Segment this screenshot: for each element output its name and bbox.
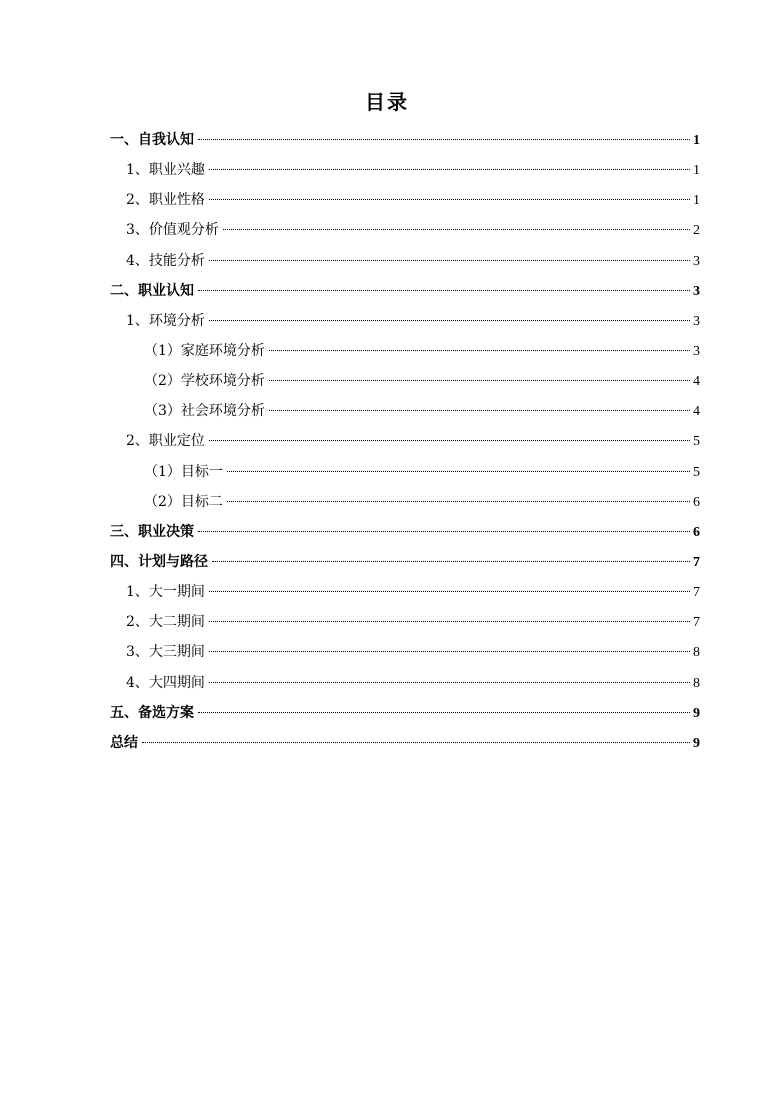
toc-entry-label: 三、职业决策 — [110, 523, 194, 540]
toc-dot-leader — [269, 380, 690, 381]
toc-entry[interactable] — [110, 577, 700, 607]
toc-dot-leader — [209, 260, 690, 261]
toc-page-number: 1 — [693, 163, 700, 179]
toc-entry[interactable] — [110, 246, 700, 276]
toc-entry-label: 一、自我认知 — [110, 132, 194, 148]
toc-dot-leader — [198, 290, 690, 291]
toc-entry[interactable] — [110, 336, 700, 366]
toc-entry-label: 3、大三期间 — [126, 644, 205, 661]
toc-entry-label: 1、大一期间 — [126, 584, 205, 601]
toc-dot-leader — [198, 712, 690, 713]
toc-page-number: 3 — [693, 253, 700, 269]
toc-entry-label: 五、备选方案 — [110, 704, 194, 721]
toc-dot-leader — [209, 199, 690, 200]
toc-entry[interactable] — [110, 457, 700, 487]
toc-page-number: 2 — [693, 223, 700, 239]
toc-entry[interactable] — [110, 215, 700, 245]
toc-page-number: 6 — [693, 524, 700, 540]
toc-page-number: 3 — [693, 343, 700, 359]
toc-entry-label: 1、职业兴趣 — [126, 162, 205, 179]
toc-entry[interactable] — [110, 155, 700, 185]
toc-page-number: 1 — [693, 133, 700, 148]
toc-dot-leader — [198, 139, 690, 140]
toc-entry-label: 4、大四期间 — [126, 674, 205, 691]
toc-entry-label: 总结 — [110, 734, 138, 751]
toc-entry-label: 1、环境分析 — [126, 312, 205, 329]
toc-entry[interactable] — [110, 396, 700, 426]
toc-page-number: 7 — [693, 615, 700, 631]
toc-entry-label: （1）家庭环境分析 — [144, 342, 265, 359]
toc-dot-leader — [209, 440, 690, 441]
toc-page-number: 4 — [693, 374, 700, 390]
toc-entry[interactable] — [110, 637, 700, 667]
toc-page-number: 5 — [693, 464, 700, 480]
toc-dot-leader — [223, 229, 690, 230]
toc-dot-leader — [269, 410, 690, 411]
page-title: 目录 — [365, 90, 409, 114]
toc-entry[interactable] — [110, 125, 700, 155]
toc-dot-leader — [209, 651, 690, 652]
toc-page-number: 9 — [693, 735, 700, 751]
toc-entry[interactable] — [110, 517, 700, 547]
toc-entry[interactable] — [110, 668, 700, 698]
toc-entry[interactable] — [110, 306, 700, 336]
toc-entry-label: （2）目标二 — [144, 493, 223, 510]
toc-dot-leader — [142, 742, 690, 743]
toc-entry[interactable] — [110, 276, 700, 306]
toc-page-number: 5 — [693, 434, 700, 450]
toc-entry-label: 2、大二期间 — [126, 614, 205, 631]
toc-dot-leader — [269, 350, 690, 351]
toc-page-number: 8 — [693, 675, 700, 691]
toc-dot-leader — [209, 169, 690, 170]
table-of-contents — [110, 125, 700, 758]
toc-entry[interactable] — [110, 185, 700, 215]
toc-dot-leader — [209, 621, 690, 622]
toc-entry[interactable] — [110, 366, 700, 396]
toc-entry-label: 2、职业性格 — [126, 192, 205, 209]
toc-entry[interactable] — [110, 547, 700, 577]
toc-entry-label: 2、职业定位 — [126, 433, 205, 450]
toc-entry[interactable] — [110, 607, 700, 637]
toc-dot-leader — [227, 501, 690, 502]
toc-page-number: 7 — [693, 554, 700, 570]
toc-dot-leader — [227, 471, 690, 472]
toc-entry-label: 四、计划与路径 — [110, 553, 208, 570]
toc-entry[interactable] — [110, 698, 700, 728]
toc-page-number: 7 — [693, 585, 700, 601]
toc-page-number: 9 — [693, 705, 700, 721]
toc-page-number: 8 — [693, 645, 700, 661]
toc-dot-leader — [212, 561, 690, 562]
toc-page-number: 3 — [693, 283, 700, 299]
toc-dot-leader — [209, 591, 690, 592]
toc-entry-label: （2）学校环境分析 — [144, 373, 265, 390]
toc-entry[interactable] — [110, 728, 700, 758]
toc-page-number: 1 — [693, 193, 700, 209]
toc-entry-label: 二、职业认知 — [110, 282, 194, 299]
toc-entry-label: （1）目标一 — [144, 463, 223, 480]
toc-entry[interactable] — [110, 487, 700, 517]
toc-entry[interactable] — [110, 426, 700, 456]
toc-entry-label: 3、价值观分析 — [126, 222, 219, 239]
toc-entry-label: 4、技能分析 — [126, 252, 205, 269]
toc-dot-leader — [209, 320, 690, 321]
toc-page-number: 3 — [693, 313, 700, 329]
toc-entry-label: （3）社会环境分析 — [144, 403, 265, 420]
toc-page-number: 6 — [693, 494, 700, 510]
toc-dot-leader — [209, 682, 690, 683]
toc-page-number: 4 — [693, 404, 700, 420]
toc-dot-leader — [198, 531, 690, 532]
